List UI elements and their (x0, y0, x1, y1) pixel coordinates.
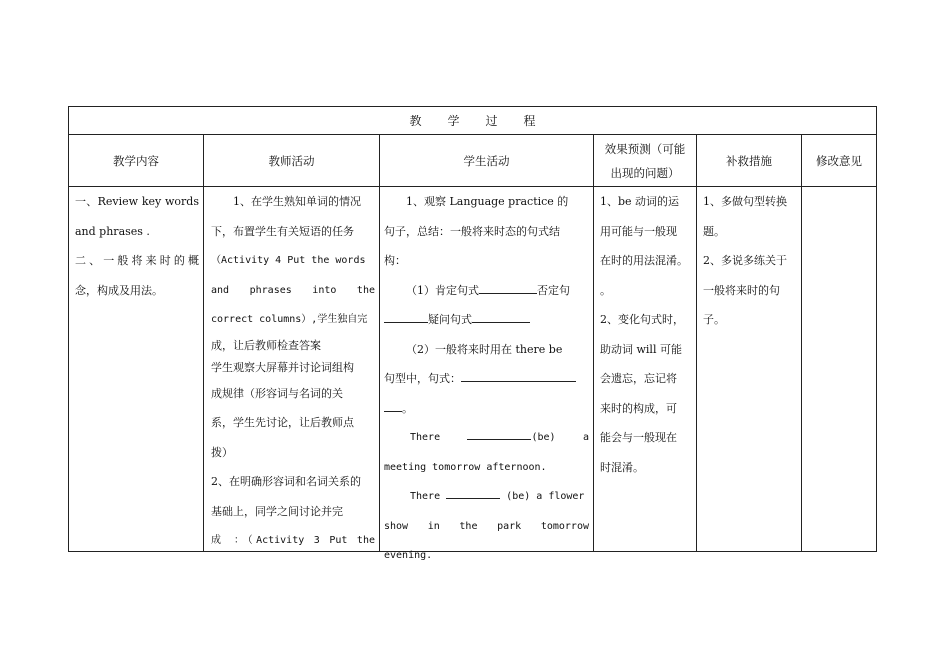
student-line: There (be) a (384, 423, 589, 453)
student-line (384, 305, 589, 335)
remedy-cell (697, 187, 802, 552)
effect-line: 1、be 动词的运 (600, 195, 680, 208)
header-student: 学生活动 (380, 135, 594, 187)
answer-blank (479, 279, 537, 294)
answer-blank (461, 367, 576, 382)
student-line: evening. (384, 550, 433, 561)
teacher-line: and phrases into the (211, 284, 375, 296)
effect-line: 用可能与一般现 (600, 224, 677, 238)
header-teacher: 教师活动 (204, 135, 380, 187)
remedy-line: 题。 (703, 224, 725, 238)
remedy-line: 1、多做句型转换 (703, 195, 787, 208)
answer-blank (446, 484, 500, 499)
teacher-line: 系，学生先讨论，让后教师点 (211, 416, 354, 429)
effect-line: 会遗忘，忘记将 (600, 372, 677, 385)
remedy-line: 2、多说多练关于 (703, 254, 787, 267)
teacher-line: 拨） (211, 445, 233, 459)
teacher-line: 基础上，同学之间讨论并完 (211, 504, 343, 518)
affirmative-label: （1）肯定句式 (406, 283, 479, 297)
teacher-line: 成 ：（Activity 3 Put the (211, 535, 375, 546)
effect-line: 时混淆。 (600, 460, 644, 474)
content-cell (69, 187, 204, 552)
period-mark: 。 (402, 401, 413, 415)
student-line: 句子，总结：一般将来时态的句式结 (384, 224, 560, 238)
effect-cell (594, 187, 697, 552)
content-line: 二、一般将来时的概 (75, 254, 199, 267)
negative-label: 否定句 (537, 283, 570, 297)
teacher-line: 2、在明确形容词和名词关系的 (211, 475, 361, 488)
teacher-line: 成规律（形容词与名词的关 (211, 386, 343, 400)
effect-line: 来时的构成，可 (600, 401, 677, 415)
answer-blank (384, 397, 402, 412)
lesson-process-table (68, 106, 877, 561)
content-line: 一、Review key words (75, 195, 199, 208)
student-line: （2）一般将来时用在 there be (406, 342, 563, 356)
teacher-line: 1、在学生熟知单词的情况 (233, 195, 361, 208)
student-line: meeting tomorrow afternoon. (384, 461, 547, 473)
header-effect-line1: 效果预测（可能 (604, 141, 686, 156)
teacher-cell (204, 187, 380, 552)
pattern-label: 句型中，句式： (384, 372, 461, 385)
student-line: There (be) a flower (384, 482, 589, 512)
answer-blank (384, 308, 428, 323)
student-line: 构： (384, 254, 406, 267)
effect-line: 。 (600, 283, 611, 297)
revision-cell (802, 187, 877, 552)
effect-line: 助动词 will 可能 (600, 342, 682, 356)
header-remedy: 补救措施 (697, 135, 802, 187)
student-line (384, 276, 589, 306)
content-line: and phrases . (75, 224, 150, 238)
student-line (384, 364, 589, 394)
student-cell (380, 187, 594, 561)
remedy-line: 一般将来时的句 (703, 283, 780, 297)
answer-blank (467, 425, 531, 440)
effect-line: 能会与一般现在 (600, 431, 677, 444)
header-effect-line2: 出现的问题） (610, 165, 680, 180)
teacher-line: 学生观察大屏幕并讨论词组构 (211, 360, 354, 374)
teacher-line: 下，布置学生有关短语的任务 (211, 224, 354, 238)
teacher-line: 成，让后教师检查答案 (211, 338, 321, 352)
effect-line: 在时的用法混淆。 (600, 254, 688, 267)
table-title: 教学过程 (69, 107, 877, 135)
header-revision: 修改意见 (802, 135, 877, 187)
student-line: 1、观察 Language practice 的 (406, 195, 569, 208)
header-effect (594, 135, 697, 187)
header-content: 教学内容 (69, 135, 204, 187)
teacher-line: （Activity 4 Put the words (211, 255, 366, 266)
question-label: 疑问句式 (428, 313, 472, 326)
student-line: show in the park tomorrow (384, 520, 589, 532)
answer-blank (472, 308, 530, 323)
effect-line: 2、变化句式时， (600, 313, 684, 326)
teacher-line: correct columns）,学生独自完 (211, 314, 368, 325)
remedy-line: 子。 (703, 313, 725, 326)
student-line (384, 394, 589, 424)
content-line: 念，构成及用法。 (75, 283, 163, 297)
